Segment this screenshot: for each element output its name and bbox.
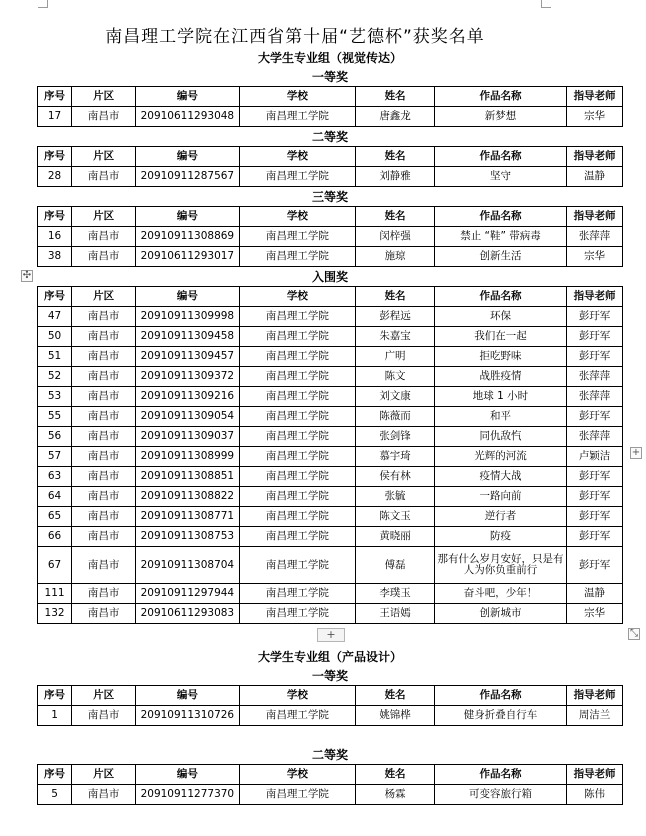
table-cell: 南昌理工学院: [239, 584, 356, 604]
column-header: 作品名称: [434, 147, 566, 167]
table-cell: 南昌理工学院: [239, 407, 356, 427]
table-cell: 南昌理工学院: [239, 427, 356, 447]
table-cell: 64: [38, 487, 72, 507]
award-table-product-second: [37, 764, 623, 805]
table-cell: 南昌理工学院: [239, 367, 356, 387]
table-cell: 南昌理工学院: [239, 507, 356, 527]
table-cell: 南昌理工学院: [239, 247, 356, 267]
table-header-row: [38, 87, 623, 107]
table-header-row: [38, 686, 623, 706]
table-cell: 南昌市: [72, 227, 136, 247]
table-cell: 20910911309372: [136, 367, 239, 387]
table-cell: 宗华: [567, 107, 623, 127]
table-cell: 南昌市: [72, 507, 136, 527]
table-row: [38, 167, 623, 187]
table-cell: 65: [38, 507, 72, 527]
group-heading-product: 大学生专业组（产品设计）: [257, 650, 402, 664]
award-label-first: 一等奖: [311, 70, 348, 84]
award-label-second: 二等奖: [311, 748, 348, 762]
table-cell: 慕宇琦: [356, 447, 435, 467]
table-cell: 张萍萍: [567, 387, 623, 407]
table-cell: 南昌市: [72, 367, 136, 387]
table-cell: 50: [38, 327, 72, 347]
table-row: [38, 604, 623, 624]
table-cell: 温静: [567, 584, 623, 604]
table-cell: 132: [38, 604, 72, 624]
award-label-first: 一等奖: [311, 669, 348, 683]
table-cell: 唐鑫龙: [356, 107, 435, 127]
column-header: 序号: [38, 686, 72, 706]
move-icon[interactable]: ✣: [22, 270, 32, 281]
table-cell: 20910911310726: [136, 706, 239, 726]
table-cell: 20910911309458: [136, 327, 239, 347]
column-header: 学校: [239, 686, 356, 706]
column-header: 片区: [72, 686, 136, 706]
table-row: [38, 447, 623, 467]
table-cell: 彭玗军: [567, 307, 623, 327]
column-header: 片区: [72, 287, 136, 307]
table-cell: 姚锦桦: [356, 706, 435, 726]
column-header: 序号: [38, 87, 72, 107]
table-cell: 20910911277370: [136, 785, 239, 805]
table-cell: 南昌市: [72, 347, 136, 367]
table-cell: 20910611293083: [136, 604, 239, 624]
add-row-plus-icon[interactable]: +: [317, 628, 345, 642]
table-cell: 20910911308822: [136, 487, 239, 507]
column-header: 指导老师: [567, 287, 623, 307]
table-cell: 南昌理工学院: [239, 547, 356, 584]
table-cell: 南昌市: [72, 167, 136, 187]
column-header: 姓名: [356, 287, 435, 307]
resize-icon[interactable]: ⤡: [630, 628, 638, 639]
table-cell: 南昌市: [72, 785, 136, 805]
table-cell: 20910911308771: [136, 507, 239, 527]
column-header: 指导老师: [567, 686, 623, 706]
table-cell: 疫情大战: [434, 467, 566, 487]
table-header-row: [38, 147, 623, 167]
table-row: [38, 307, 623, 327]
table-cell: 南昌理工学院: [239, 467, 356, 487]
table-cell: 南昌市: [72, 604, 136, 624]
table-cell: 彭玗军: [567, 327, 623, 347]
award-label-finalist: 入围奖: [311, 270, 348, 284]
table-cell: 坚守: [434, 167, 566, 187]
table-row: [38, 427, 623, 447]
table-cell: 38: [38, 247, 72, 267]
table-row: [38, 407, 623, 427]
table-cell: 20910911308704: [136, 547, 239, 584]
column-header: 编号: [136, 87, 239, 107]
crop-mark-top-left: [38, 0, 48, 8]
column-header: 指导老师: [567, 87, 623, 107]
table-cell: 朱嘉宝: [356, 327, 435, 347]
table-cell: 彭程远: [356, 307, 435, 327]
table-cell: 彭玗军: [567, 407, 623, 427]
table-cell: 一路向前: [434, 487, 566, 507]
table-cell: 新梦想: [434, 107, 566, 127]
table-cell: 拒吃野味: [434, 347, 566, 367]
column-header: 编号: [136, 207, 239, 227]
table-cell: 20910611293017: [136, 247, 239, 267]
table-row: [38, 507, 623, 527]
document-title: 南昌理工学院在江西省第十届“艺德杯”获奖名单: [105, 27, 485, 47]
award-label-second: 二等奖: [311, 130, 348, 144]
table-cell: 同仇敌忾: [434, 427, 566, 447]
column-header: 作品名称: [434, 765, 566, 785]
table-cell: 李璞玉: [356, 584, 435, 604]
table-cell: 南昌市: [72, 447, 136, 467]
award-table-visual-finalist: [37, 286, 623, 624]
table-cell: 傅磊: [356, 547, 435, 584]
table-cell: 温静: [567, 167, 623, 187]
table-cell: 南昌市: [72, 467, 136, 487]
table-cell: 20910911309216: [136, 387, 239, 407]
column-header: 作品名称: [434, 87, 566, 107]
award-table-visual-first: [37, 86, 623, 127]
table-cell: 20910911287567: [136, 167, 239, 187]
table-cell: 光辉的河流: [434, 447, 566, 467]
table-cell: 王语嫣: [356, 604, 435, 624]
table-row: [38, 247, 623, 267]
table-cell: 南昌理工学院: [239, 347, 356, 367]
table-row: [38, 367, 623, 387]
add-column-plus-icon[interactable]: +: [631, 447, 641, 458]
award-table-product-first: [37, 685, 623, 726]
table-cell: 陈薇而: [356, 407, 435, 427]
table-row: [38, 527, 623, 547]
table-cell: 地球 1 小时: [434, 387, 566, 407]
table-cell: 57: [38, 447, 72, 467]
table-cell: 张萍萍: [567, 367, 623, 387]
table-cell: 47: [38, 307, 72, 327]
table-cell: 南昌理工学院: [239, 167, 356, 187]
table-cell: 彭玗军: [567, 547, 623, 584]
table-cell: 南昌市: [72, 307, 136, 327]
table-row: [38, 107, 623, 127]
table-cell: 28: [38, 167, 72, 187]
column-header: 学校: [239, 207, 356, 227]
table-cell: 刘文康: [356, 387, 435, 407]
column-header: 指导老师: [567, 207, 623, 227]
table-cell: 彭玗军: [567, 507, 623, 527]
column-header: 作品名称: [434, 207, 566, 227]
table-row: [38, 327, 623, 347]
table-cell: 55: [38, 407, 72, 427]
table-header-row: [38, 207, 623, 227]
table-cell: 刘静雅: [356, 167, 435, 187]
table-cell: 创新生活: [434, 247, 566, 267]
group-heading-visual: 大学生专业组（视觉传达）: [257, 51, 402, 65]
column-header: 序号: [38, 287, 72, 307]
table-cell: 张毓: [356, 487, 435, 507]
column-header: 指导老师: [567, 147, 623, 167]
table-header-row: [38, 765, 623, 785]
column-header: 序号: [38, 765, 72, 785]
column-header: 编号: [136, 287, 239, 307]
column-header: 姓名: [356, 765, 435, 785]
table-cell: 宗华: [567, 247, 623, 267]
table-cell: 创新城市: [434, 604, 566, 624]
table-cell: 杨霖: [356, 785, 435, 805]
table-cell: 南昌市: [72, 584, 136, 604]
table-cell: 52: [38, 367, 72, 387]
table-cell: 侯有林: [356, 467, 435, 487]
table-cell: 南昌理工学院: [239, 706, 356, 726]
table-row: [38, 227, 623, 247]
table-row: [38, 347, 623, 367]
table-cell: 20910911297944: [136, 584, 239, 604]
column-header: 作品名称: [434, 287, 566, 307]
table-cell: 和平: [434, 407, 566, 427]
table-cell: 宗华: [567, 604, 623, 624]
table-row: [38, 547, 623, 584]
table-cell: 51: [38, 347, 72, 367]
award-label-third: 三等奖: [311, 190, 348, 204]
award-table-visual-third: [37, 206, 623, 267]
table-cell: 彭玗军: [567, 487, 623, 507]
table-cell: 彭玗军: [567, 527, 623, 547]
table-row: [38, 487, 623, 507]
table-cell: 施琼: [356, 247, 435, 267]
table-cell: 66: [38, 527, 72, 547]
column-header: 片区: [72, 147, 136, 167]
table-cell: 南昌市: [72, 327, 136, 347]
column-header: 片区: [72, 87, 136, 107]
table-cell: 南昌市: [72, 547, 136, 584]
table-cell: 那有什么岁月安好，只是有人为你负重前行: [434, 547, 566, 584]
table-cell: 南昌理工学院: [239, 527, 356, 547]
table-cell: 战胜疫情: [434, 367, 566, 387]
column-header: 姓名: [356, 686, 435, 706]
table-cell: 16: [38, 227, 72, 247]
table-cell: 奋斗吧，少年！: [434, 584, 566, 604]
table-cell: 南昌市: [72, 407, 136, 427]
table-cell: 南昌理工学院: [239, 604, 356, 624]
table-cell: 黄晓丽: [356, 527, 435, 547]
column-header: 片区: [72, 207, 136, 227]
table-cell: 南昌理工学院: [239, 327, 356, 347]
table-cell: 南昌理工学院: [239, 487, 356, 507]
table-cell: 20910911308869: [136, 227, 239, 247]
table-row: [38, 387, 623, 407]
column-header: 编号: [136, 765, 239, 785]
table-cell: 20910911309037: [136, 427, 239, 447]
table-cell: 67: [38, 547, 72, 584]
table-cell: 南昌理工学院: [239, 227, 356, 247]
table-cell: 南昌理工学院: [239, 107, 356, 127]
table-cell: 可变容旅行箱: [434, 785, 566, 805]
table-cell: 广明: [356, 347, 435, 367]
table-cell: 彭玗军: [567, 347, 623, 367]
table-row: [38, 467, 623, 487]
column-header: 序号: [38, 207, 72, 227]
table-cell: 南昌理工学院: [239, 785, 356, 805]
table-cell: 53: [38, 387, 72, 407]
column-header: 作品名称: [434, 686, 566, 706]
table-cell: 南昌市: [72, 527, 136, 547]
table-cell: 闵梓强: [356, 227, 435, 247]
column-header: 编号: [136, 147, 239, 167]
table-cell: 卢颖洁: [567, 447, 623, 467]
table-cell: 南昌市: [72, 427, 136, 447]
table-cell: 南昌理工学院: [239, 387, 356, 407]
award-table-visual-second: [37, 146, 623, 187]
table-cell: 张剑锋: [356, 427, 435, 447]
table-cell: 1: [38, 706, 72, 726]
table-cell: 陈伟: [567, 785, 623, 805]
table-cell: 20910911309054: [136, 407, 239, 427]
table-cell: 南昌市: [72, 387, 136, 407]
table-cell: 张萍萍: [567, 427, 623, 447]
column-header: 学校: [239, 287, 356, 307]
column-header: 指导老师: [567, 765, 623, 785]
column-header: 序号: [38, 147, 72, 167]
table-cell: 健身折叠自行车: [434, 706, 566, 726]
table-cell: 陈文: [356, 367, 435, 387]
table-cell: 20910911308753: [136, 527, 239, 547]
table-cell: 南昌市: [72, 706, 136, 726]
table-cell: 南昌理工学院: [239, 447, 356, 467]
table-cell: 陈文玉: [356, 507, 435, 527]
table-cell: 20910911308999: [136, 447, 239, 467]
table-cell: 20910911309457: [136, 347, 239, 367]
table-cell: 彭玗军: [567, 467, 623, 487]
column-header: 学校: [239, 147, 356, 167]
table-cell: 逆行者: [434, 507, 566, 527]
table-cell: 南昌市: [72, 247, 136, 267]
table-cell: 5: [38, 785, 72, 805]
crop-mark-top-right: [541, 0, 551, 8]
column-header: 姓名: [356, 147, 435, 167]
table-cell: 张萍萍: [567, 227, 623, 247]
table-cell: 63: [38, 467, 72, 487]
table-cell: 周洁兰: [567, 706, 623, 726]
table-cell: 17: [38, 107, 72, 127]
table-header-row: [38, 287, 623, 307]
column-header: 编号: [136, 686, 239, 706]
table-cell: 禁止 “鞋” 带病毒: [434, 227, 566, 247]
column-header: 学校: [239, 87, 356, 107]
table-cell: 20910911308851: [136, 467, 239, 487]
column-header: 片区: [72, 765, 136, 785]
table-row: [38, 785, 623, 805]
column-header: 学校: [239, 765, 356, 785]
table-cell: 111: [38, 584, 72, 604]
table-cell: 环保: [434, 307, 566, 327]
table-cell: 我们在一起: [434, 327, 566, 347]
column-header: 姓名: [356, 207, 435, 227]
table-cell: 20910911309998: [136, 307, 239, 327]
table-row: [38, 706, 623, 726]
table-cell: 56: [38, 427, 72, 447]
column-header: 姓名: [356, 87, 435, 107]
table-cell: 南昌理工学院: [239, 307, 356, 327]
table-cell: 南昌市: [72, 107, 136, 127]
table-cell: 防疫: [434, 527, 566, 547]
table-row: [38, 584, 623, 604]
table-cell: 20910611293048: [136, 107, 239, 127]
table-cell: 南昌市: [72, 487, 136, 507]
